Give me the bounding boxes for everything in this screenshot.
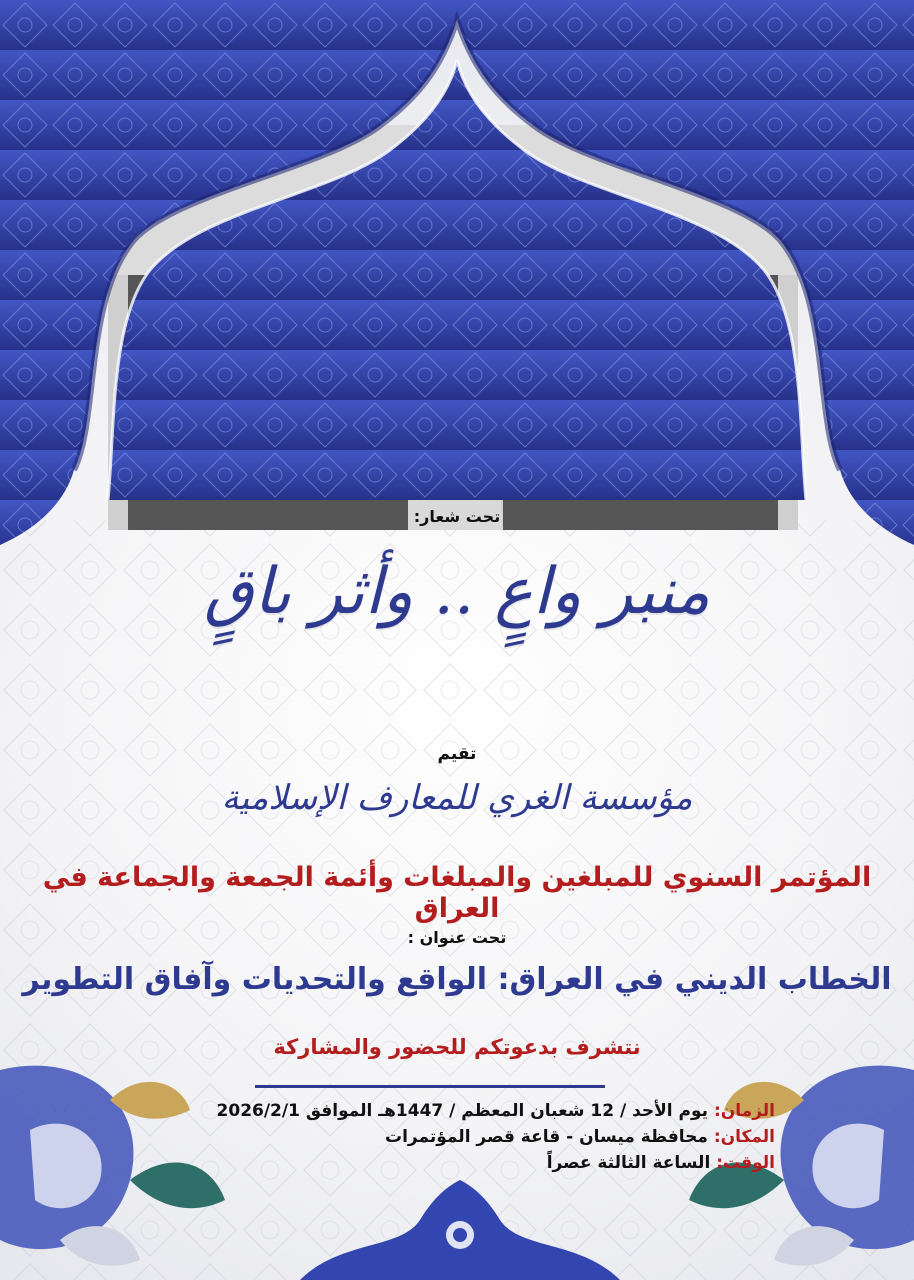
invitation-text: نتشرف بدعوتكم للحضور والمشاركة [273, 1035, 641, 1059]
event-details [150, 1098, 775, 1176]
detail-place-key: المكان: [713, 1127, 775, 1147]
detail-date-key: الزمان: [713, 1101, 775, 1121]
slogan-label: تحت شعار: [413, 507, 501, 526]
detail-date [150, 1098, 775, 1124]
conference-title: المؤتمر السنوي للمبلغين والمبلغات وأئمة الجمعة والجماعة في العراق [42, 862, 872, 924]
organization-name: مؤسسة الغري للمعارف الإسلامية [221, 778, 693, 818]
presents-label: تقيم [437, 744, 477, 764]
detail-time [150, 1150, 775, 1176]
detail-date-value: يوم الأحد / 12 شعبان المعظم / 1447هـ الموافق 2026/2/1 [216, 1101, 709, 1121]
detail-time-key: الوقت: [716, 1153, 775, 1173]
slogan-calligraphy: منبر واعٍ .. وأثر باقٍ [204, 555, 710, 629]
detail-place-value: محافظة ميسان - قاعة قصر المؤتمرات [384, 1127, 708, 1147]
bottom-center-ornament [300, 1180, 620, 1280]
divider-line [255, 1085, 605, 1088]
dome-frame [0, 0, 914, 560]
conference-theme: الخطاب الديني في العراق: الواقع والتحديات وآفاق التطوير [22, 962, 892, 997]
under-title-label: تحت عنوان : [407, 928, 507, 947]
detail-time-value: الساعة الثالثة عصراً [546, 1153, 711, 1173]
detail-place [150, 1124, 775, 1150]
